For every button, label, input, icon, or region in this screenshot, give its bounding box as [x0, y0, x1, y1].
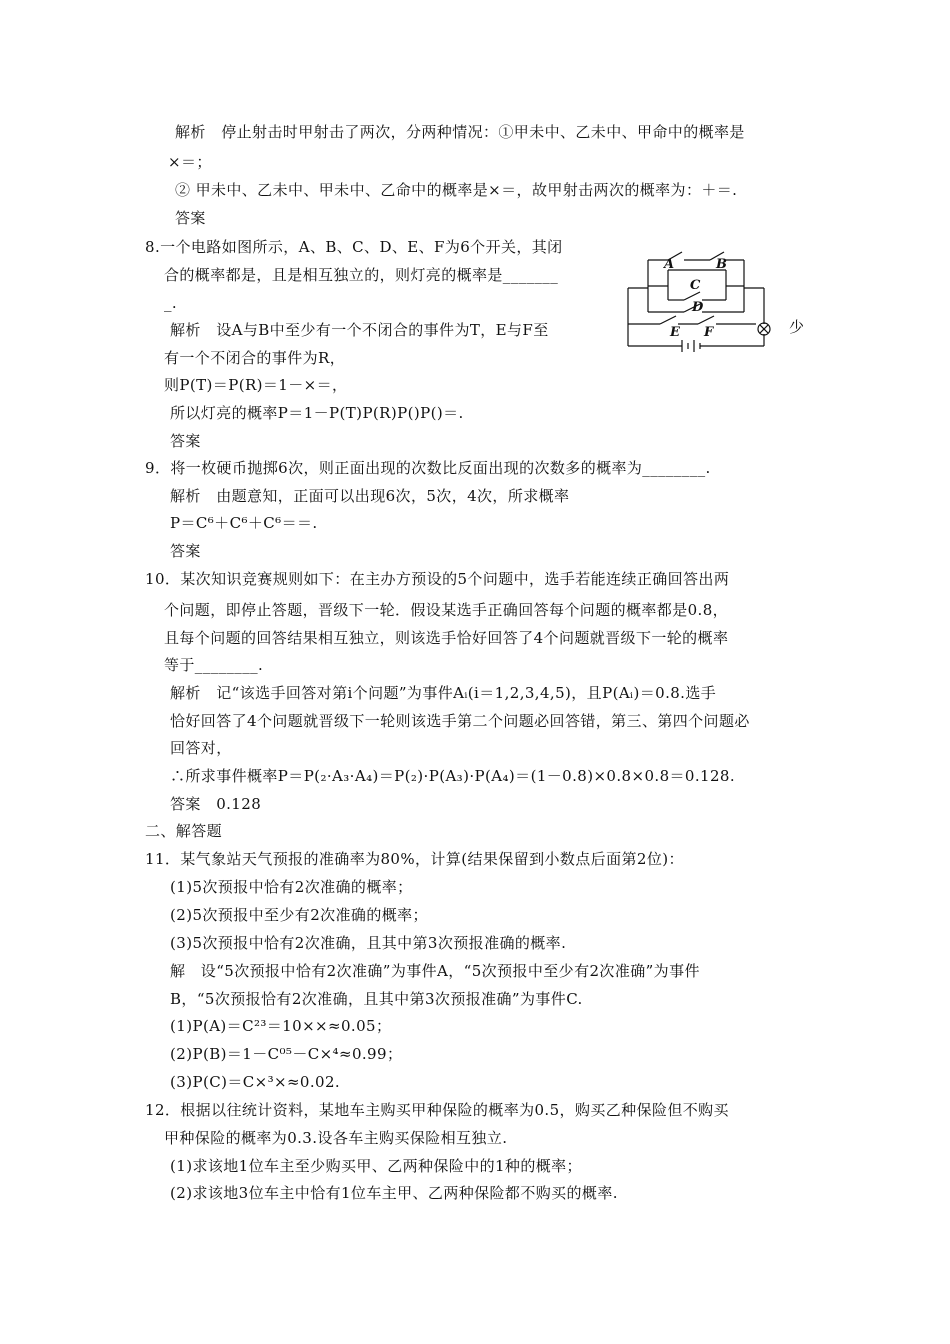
- question-12: 12．根据以往统计资料，某地车主购买甲种保险的概率为0.5，购买乙种保险但不购买: [145, 1101, 729, 1119]
- text-line: ∴所求事件概率P＝P(₂·A₃·A₄)＝P(₂)·P(A₃)·P(A₄)＝(1－0.8)×0.8×0.8＝0.128.: [170, 767, 736, 785]
- switch-label-a: A: [664, 257, 675, 272]
- switch-label-b: B: [716, 257, 727, 272]
- text-line: 个问题，即停止答题，晋级下一轮．假设某选手正确回答每个问题的概率都是0.8，: [164, 601, 729, 619]
- text-line: 答案 0.128: [170, 795, 262, 813]
- text-line: (3)P(C)＝C×³×≈0.02.: [170, 1073, 341, 1091]
- text-line: (1)P(A)＝C²³＝10××≈0.05；: [170, 1017, 392, 1035]
- switch-label-e: E: [670, 325, 680, 340]
- text-line: ② 甲未中、乙未中、甲未中、乙命中的概率是×＝，故甲射击两次的概率为：＋＝.: [175, 181, 738, 199]
- question-9: 9．将一枚硬币抛掷6次，则正面出现的次数比反面出现的次数多的概率为________.: [145, 459, 711, 477]
- text-line: 解析 停止射击时甲射击了两次，分两种情况：①甲未中、乙未中、甲命中的概率是: [175, 123, 745, 141]
- text-line: 有一个不闭合的事件为R，: [164, 349, 346, 367]
- section-heading: 二、解答题: [145, 822, 223, 840]
- text-line: ×＝；: [168, 153, 212, 171]
- text-line: 答案: [170, 432, 201, 450]
- question-10: 10．某次知识竞赛规则如下：在主办方预设的5个问题中，选手若能连续正确回答出两: [145, 570, 730, 588]
- text-line: 且每个问题的回答结果相互独立，则该选手恰好回答了4个问题就晋级下一轮的概率: [164, 629, 729, 647]
- text-line: (2)5次预报中至少有2次准确的概率；: [170, 906, 428, 924]
- text-line: (3)5次预报中恰有2次准确，且其中第3次预报准确的概率.: [170, 934, 567, 952]
- text-line: 解析 记“该选手回答对第i个问题”为事件Aᵢ(i＝1,2,3,4,5)，且P(Aᵢ)＝0.8.选手: [170, 684, 717, 702]
- question-8: 8.一个电路如图所示，A、B、C、D、E、F为6个开关，其闭: [145, 238, 563, 256]
- text-line: _.: [164, 294, 178, 312]
- circuit-diagram: [622, 240, 772, 358]
- text-line: P＝C⁶＋C⁶＋C⁶＝＝.: [170, 514, 318, 532]
- text-line: (1)求该地1位车主至少购买甲、乙两种保险中的1种的概率；: [170, 1157, 582, 1175]
- switch-label-d: D: [692, 300, 704, 315]
- text-line: 解析 设A与B中至少有一个不闭合的事件为T，E与F至: [170, 321, 549, 339]
- text-line: 等于________.: [164, 656, 264, 674]
- text-line: 恰好回答了4个问题就晋级下一轮则该选手第二个问题必回答错，第三、第四个问题必: [170, 712, 750, 730]
- text-line: (1)5次预报中恰有2次准确的概率；: [170, 878, 413, 896]
- text-line: B，“5次预报恰有2次准确，且其中第3次预报准确”为事件C.: [170, 990, 583, 1008]
- text-line: (2)求该地3位车主中恰有1位车主甲、乙两种保险都不购买的概率.: [170, 1184, 618, 1202]
- side-char: 少: [789, 318, 805, 336]
- question-11: 11．某气象站天气预报的准确率为80%，计算(结果保留到小数点后面第2位)：: [145, 850, 684, 868]
- switch-label-c: C: [690, 278, 701, 293]
- text-line: 答案: [170, 542, 201, 560]
- text-line: (2)P(B)＝1－C⁰⁵－C×⁴≈0.99；: [170, 1045, 403, 1063]
- text-line: 合的概率都是，且是相互独立的，则灯亮的概率是_______: [164, 266, 559, 284]
- text-line: 甲种保险的概率为0.3.设各车主购买保险相互独立.: [164, 1129, 508, 1147]
- switch-label-f: F: [704, 325, 714, 340]
- text-line: 解析 由题意知，正面可以出现6次，5次，4次，所求概率: [170, 487, 570, 505]
- text-line: 解 设“5次预报中恰有2次准确”为事件A，“5次预报中至少有2次准确”为事件: [170, 962, 700, 980]
- text-line: 回答对，: [170, 739, 232, 757]
- text-line: 答案: [175, 209, 206, 227]
- text-line: 所以灯亮的概率P＝1－P(T)P(R)P()P()＝.: [170, 404, 464, 422]
- text-line: 则P(T)＝P(R)＝1－×＝，: [164, 376, 348, 394]
